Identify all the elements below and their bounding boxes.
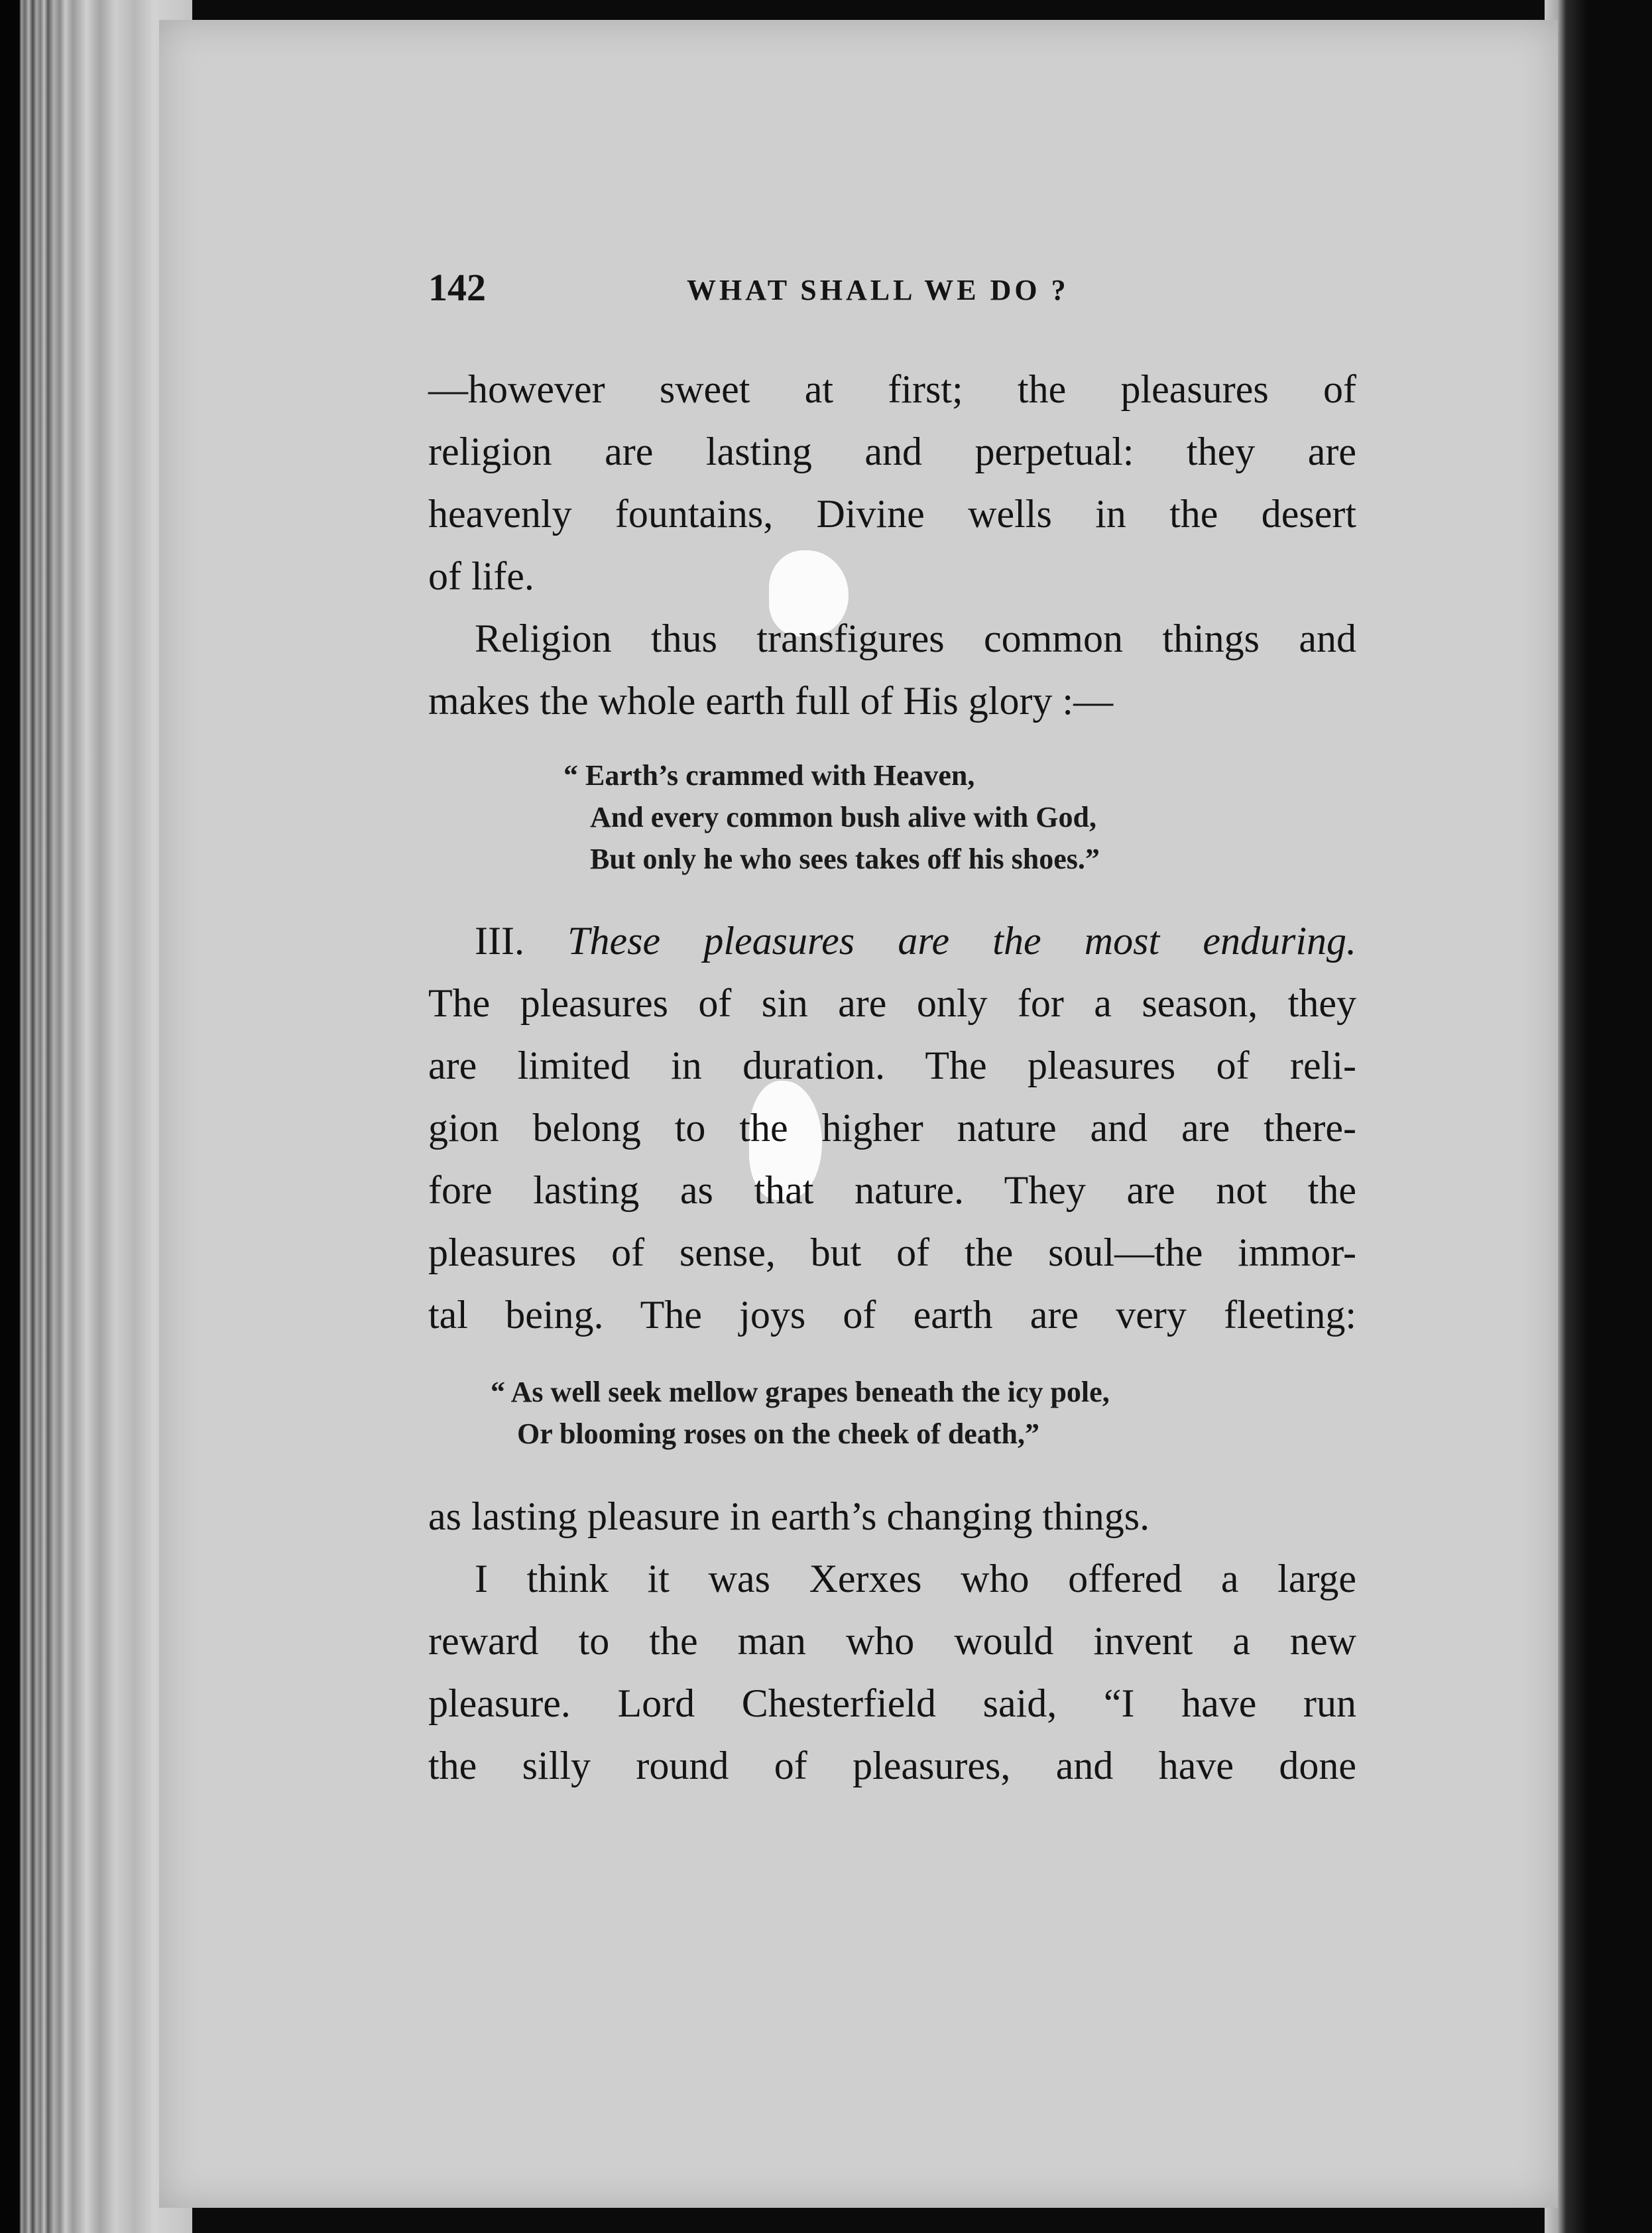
verse-line: And every common bush alive with God,	[590, 801, 1096, 833]
paragraph	[428, 910, 1356, 1346]
text-line: —however sweet at first; the pleasures of	[428, 367, 1356, 411]
verse-quotation	[491, 1371, 1110, 1455]
text-line: as lasting pleasure in earth’s changing things.	[428, 1494, 1150, 1538]
paragraph	[428, 358, 1356, 607]
running-head: WHAT SHALL WE DO ?	[687, 274, 1069, 306]
text-line: reward to the man who would invent a new	[428, 1619, 1356, 1663]
section-heading-line	[428, 910, 1356, 972]
text-line: makes the whole earth full of His glory :—	[428, 679, 1114, 723]
text-line: pleasures of sense, but of the soul—the immor-	[428, 1231, 1356, 1274]
paragraph	[428, 1547, 1356, 1797]
page-number: 142	[428, 266, 486, 309]
paragraph	[428, 1485, 1356, 1547]
text-line: Religion thus transfigures common things and	[475, 617, 1356, 660]
text-line: heavenly fountains, Divine wells in the desert	[428, 492, 1356, 536]
verse-line: “ Earth’s crammed with Heaven,	[563, 759, 975, 792]
section-numeral: III.	[475, 919, 524, 963]
verse-line: “ As well seek mellow grapes beneath the icy pole,	[491, 1376, 1110, 1408]
paragraph	[428, 607, 1356, 732]
text-line: fore lasting as that nature. They are not the	[428, 1168, 1356, 1212]
text-line: religion are lasting and perpetual: they are	[428, 430, 1356, 473]
verse-quotation	[563, 754, 1100, 880]
text-line: tal being. The joys of earth are very fleeting:	[428, 1293, 1356, 1337]
binding-shadow	[1545, 0, 1652, 2233]
verse-line: But only he who sees takes off his shoes.”	[590, 843, 1100, 875]
page-header	[428, 265, 1356, 318]
text-line: I think it was Xerxes who offered a large	[475, 1557, 1356, 1600]
text-line: are limited in duration. The pleasures of reli-	[428, 1044, 1356, 1087]
text-line: the silly round of pleasures, and have done	[428, 1744, 1356, 1787]
text-line: gion belong to the higher nature and are there-	[428, 1106, 1356, 1150]
verse-line: Or blooming roses on the cheek of death,”	[517, 1418, 1039, 1450]
text-line: of life.	[428, 554, 534, 598]
text-line: The pleasures of sin are only for a season, they	[428, 981, 1356, 1025]
text-line: pleasure. Lord Chesterfield said, “I have run	[428, 1681, 1356, 1725]
section-heading: These pleasures are the most enduring.	[567, 919, 1357, 963]
